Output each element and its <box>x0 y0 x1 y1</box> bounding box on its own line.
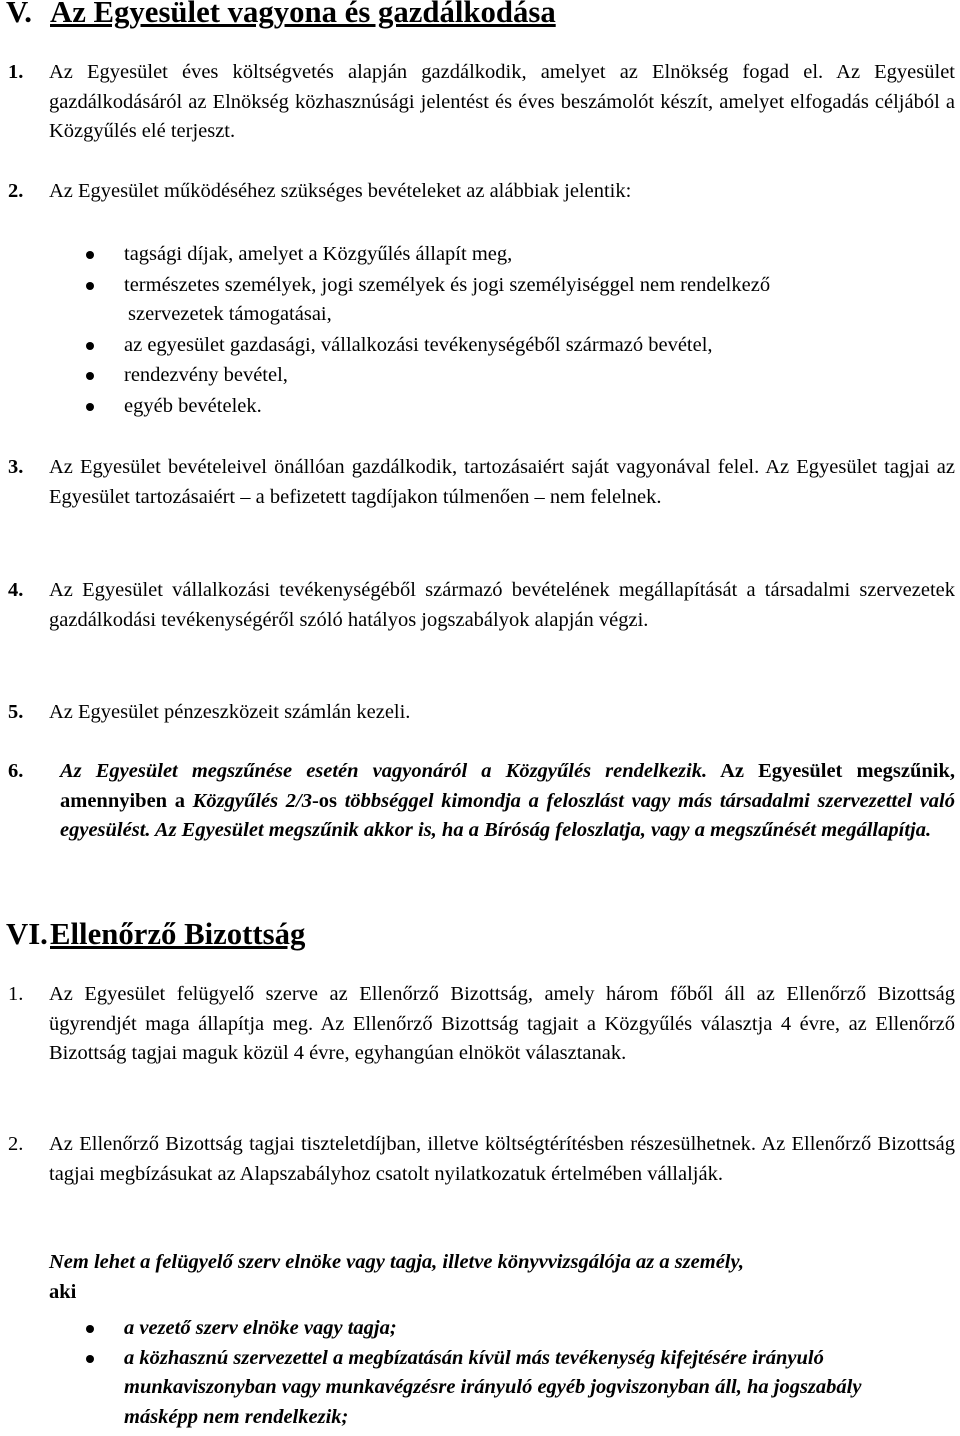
paragraph-v-1 <box>8 58 955 147</box>
bullet-icon <box>86 1325 94 1333</box>
paragraph-v-3 <box>8 453 955 512</box>
list-item-text: a vezető szerv elnöke vagy tagja; <box>124 1317 397 1339</box>
text-italic: Az Egyesület megszűnik akkor is, ha a Bíróság feloszlatja, vagy a megszűnését megállapítja. <box>150 819 932 841</box>
section-title: Ellenőrző Bizottság <box>50 917 306 951</box>
section-number: VI. <box>6 917 48 951</box>
list-item-text: természetes személyek, jogi személyek és jogi személyiséggel nem rendelkező <box>124 273 771 296</box>
bullet-icon <box>86 372 94 380</box>
bullet-icon <box>86 1355 94 1363</box>
text-italic: többséggel kimondja a feloszlást vagy más társadalmi szervezettel való egyesülést. <box>60 789 955 841</box>
paragraph-text: Az Egyesület pénzeszközeit számlán kezeli. <box>49 701 411 723</box>
text-bold: Az Egyesület megszűnik, amennyiben a <box>60 760 955 812</box>
paragraph-text: Az Ellenőrző Bizottság tagjai tiszteletdíjban, illetve költségtérítésben részesülhetnek. Az Ellenőrző Bizottság tagjai megbízásukat az Alapszabályhoz csatolt nyilatkozatuk értelmében vállalják. <box>49 1133 955 1185</box>
paragraph-v-6 <box>8 757 955 846</box>
text-bold: -os <box>311 789 345 812</box>
notice-text: Nem lehet a felügyelő szerv elnöke vagy tagja, illetve könyvvizsgálója az a személy, <box>49 1251 744 1273</box>
section-number: V. <box>6 0 32 29</box>
paragraph-text: Az Egyesület bevételeivel önállóan gazdálkodik, tartozásaiért saját vagyonával felel. Az Egyesület tagjai az Egyesület tartozásaiért – a befizetett tagdíjakon túlmenően – nem felelnek. <box>49 456 955 508</box>
income-list <box>0 240 955 422</box>
paragraph-text: Az Egyesület működéséhez szükséges bevételeket az alábbiak jelentik: <box>49 180 632 202</box>
list-item <box>0 361 955 392</box>
section-title: Az Egyesület vagyona és gazdálkodása <box>50 0 556 29</box>
paragraph-text: Az Egyesület vállalkozási tevékenységéből származó bevételének megállapítását a társadalmi szervezetek gazdálkodási tevékenységéről szóló hatályos jogszabályok alapján végzi. <box>49 579 955 631</box>
paragraph-vi-2 <box>8 1130 955 1189</box>
eligibility-notice <box>49 1248 955 1307</box>
section-heading-vi <box>6 917 306 951</box>
list-item-text: egyéb bevételek. <box>124 394 262 417</box>
paragraph-v-4 <box>8 576 955 635</box>
list-item <box>0 392 955 423</box>
list-item-text: rendezvény bevétel, <box>124 364 288 386</box>
list-item <box>0 1344 955 1433</box>
text-italic: Az Egyesület megszűnése esetén vagyonáról a Közgyűlés rendelkezik. <box>60 760 708 782</box>
paragraph-number: 4. <box>8 579 24 601</box>
paragraph-number: 6. <box>8 760 24 782</box>
ineligibility-list <box>0 1314 955 1432</box>
paragraph-text: Az Egyesület éves költségvetés alapján gazdálkodik, amelyet az Elnökség fogad el. Az Egyesület gazdálkodásáról az Elnökség közhasznúsági jelentést és éves beszámolót készít, amelyet elfogadás céljából a Közgyűlés elé terjeszt. <box>49 61 955 142</box>
paragraph-text <box>8 757 955 846</box>
list-item <box>0 240 955 271</box>
text-italic: Közgyűlés 2/3 <box>192 789 312 812</box>
list-item <box>0 1314 955 1344</box>
paragraph-vi-1 <box>8 980 955 1069</box>
bullet-icon <box>86 282 94 290</box>
paragraph-number: 5. <box>8 701 24 723</box>
paragraph-number: 2. <box>8 180 24 202</box>
notice-text-end: aki <box>49 1280 77 1303</box>
paragraph-number: 1. <box>8 61 24 83</box>
list-item-text-continued: szervezetek támogatásai, <box>128 303 332 325</box>
paragraph-v-2 <box>8 177 955 207</box>
list-item-text: az egyesület gazdasági, vállalkozási tevékenységéből származó bevétel, <box>124 333 713 356</box>
list-item <box>0 271 955 331</box>
list-item-text: tagsági díjak, amelyet a Közgyűlés állapít meg, <box>124 243 513 265</box>
paragraph-number: 1. <box>8 983 24 1005</box>
bullet-icon <box>86 251 94 259</box>
bullet-icon <box>86 342 94 350</box>
section-heading-v <box>6 0 556 28</box>
bullet-icon <box>86 403 94 411</box>
paragraph-number: 2. <box>8 1133 24 1155</box>
list-item-text: a közhasznú szervezettel a megbízatásán kívül más tevékenység kifejtésére irányuló munkaviszonyban vagy munkavégzésre irányuló egyéb jogviszonyban áll, ha jogszabály másképp nem rendelkezik; <box>124 1346 862 1428</box>
paragraph-v-5 <box>8 698 955 728</box>
paragraph-text: Az Egyesület felügyelő szerve az Ellenőrző Bizottság, amely három főből áll az Ellenőrző Bizottság ügyrendjét maga állapítja meg. Az Ellenőrző Bizottság tagjait a Közgyűlés választja 4 évre, az Ellenőrző Bizottság tagjai maguk közül 4 évre, egyhangúan elnököt választanak. <box>49 983 955 1064</box>
list-item <box>0 331 955 362</box>
paragraph-number: 3. <box>8 456 24 478</box>
